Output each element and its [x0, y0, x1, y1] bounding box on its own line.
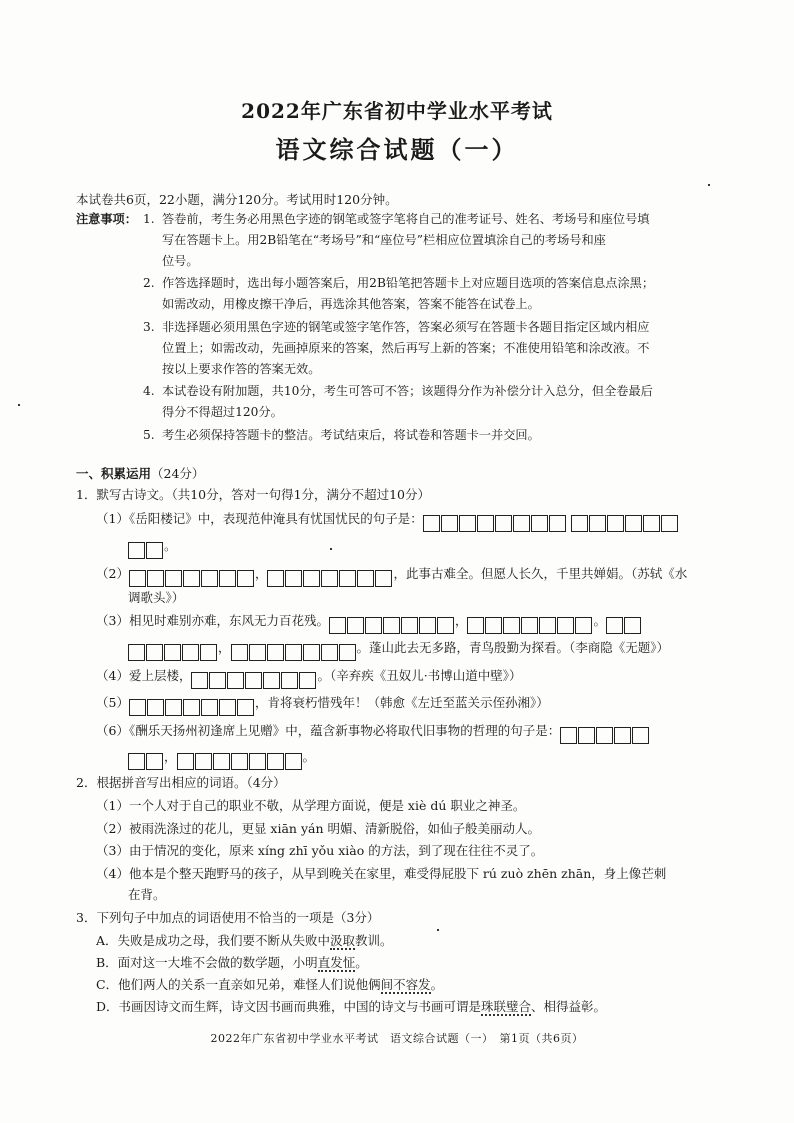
question-3-option-a[interactable] [96, 933, 393, 949]
answer-boxes[interactable] [423, 515, 679, 532]
answer-box[interactable] [357, 570, 374, 587]
question-2-item-2: （2）被雨洗涤过的花儿，更显 xiān yán 明媚、清新脱俗，如仙子般美丽动人。 [96, 821, 540, 836]
question-2-item-3: （3）由于情况的变化，原来 xíng zhī yǒu xiào 的方法，到了现在往往不灵了。 [96, 843, 544, 858]
question-3-stem: 3．下列句子中加点的词语使用不恰当的一项是（3分） [76, 910, 380, 925]
question-1-part-1-cont [128, 538, 177, 559]
notice-item-1-line-2: 写在答题卡上。用2B铅笔在“考场号”和“座位号”栏相应位置填涂自己的考场号和座 [162, 233, 606, 247]
answer-box[interactable] [281, 672, 298, 689]
answer-box[interactable] [606, 617, 623, 634]
answer-box[interactable] [267, 570, 284, 587]
answer-box[interactable] [401, 617, 418, 634]
answer-box[interactable] [495, 515, 512, 532]
answer-box[interactable] [285, 570, 302, 587]
notice-item-5-no: 5. [143, 428, 155, 442]
section-heading [76, 466, 204, 482]
answer-box[interactable] [146, 542, 163, 559]
notice-item-3-line-1: 非选择题必须用黑色字迹的钢笔或签字笔作答，答案必须写在答题卡各题目指定区域内相应 [162, 320, 650, 334]
notice-item-5-line-1: 考生必须保持答题卡的整洁。考试结束后，将试卷和答题卡一并交回。 [162, 428, 540, 442]
answer-box[interactable] [539, 617, 556, 634]
q1-p5-label: （5） [96, 695, 129, 710]
question-1-part-3 [96, 613, 642, 634]
answer-box[interactable] [249, 753, 266, 770]
page-footer: 2022年广东省初中学业水平考试 语文综合试题（一） 第1页（共6页） [210, 1032, 584, 1045]
option-a-text-end: 教训。 [355, 933, 393, 948]
answer-boxes[interactable] [191, 672, 317, 689]
answer-box[interactable] [557, 617, 574, 634]
answer-box[interactable] [177, 753, 194, 770]
question-1-part-1 [96, 511, 679, 532]
answer-box[interactable] [219, 699, 236, 716]
question-2-item-1: （1）一个人对于自己的职业不敬，从学理方面说，便是 xiè dú 职业之神圣。 [96, 798, 526, 813]
question-1-part-4 [96, 668, 521, 689]
answer-box[interactable] [129, 570, 146, 587]
answer-box[interactable] [625, 515, 642, 532]
answer-box[interactable] [437, 617, 454, 634]
answer-box[interactable] [531, 515, 548, 532]
option-d-text: D．书画因诗文而生辉，诗文因书画而典雅，中国的诗文与书画可谓是 [96, 999, 482, 1014]
q1-p4-text: （4）爱上层楼， [96, 668, 192, 683]
q1-p6-end: 。 [302, 749, 316, 764]
option-c-text-end: 。 [430, 977, 444, 992]
answer-box[interactable] [614, 727, 631, 744]
answer-boxes[interactable] [560, 727, 650, 744]
notice-item-4-line-1: 本试卷设有附加题，共10分，考生可答可不答；该题得分作为补偿分计入总分，但全卷最后 [162, 384, 653, 398]
question-1-stem: 1．默写古诗文。（共10分，答对一句得1分，满分不超过10分） [76, 487, 430, 502]
question-2-item-4: （4）他本是个整天跑野马的孩子，从早到晚关在家里，难受得屁股下 rú zuò zhēn zhān，身上像芒刺 [96, 866, 667, 881]
answer-box[interactable] [571, 515, 588, 532]
answer-box[interactable] [578, 727, 595, 744]
option-b-text: B．面对这一大堆不会做的数学题，小明 [96, 955, 318, 970]
option-d-text-end: 、相得益彰。 [531, 999, 607, 1014]
answer-box[interactable] [200, 644, 217, 661]
answer-box[interactable] [147, 699, 164, 716]
answer-box[interactable] [321, 570, 338, 587]
answer-box[interactable] [285, 753, 302, 770]
answer-box[interactable] [365, 617, 382, 634]
answer-box[interactable] [596, 727, 613, 744]
exam-title: 2022年广东省初中学业水平考试 [241, 99, 553, 123]
question-2-stem: 2．根据拼音写出相应的词语。（4分） [76, 775, 286, 790]
notice-item-2-line-1: 作答选择题时，选出每小题答案后，用2B铅笔把答题卡上对应题目选项的答案信息点涂黑； [162, 276, 655, 290]
question-1-part-6-cont [128, 749, 315, 770]
answer-box[interactable] [128, 753, 145, 770]
question-2-item-4-cont: 在背。 [128, 887, 166, 902]
answer-box[interactable] [164, 644, 181, 661]
answer-box[interactable] [303, 644, 320, 661]
answer-box[interactable] [182, 644, 199, 661]
section-heading-title: 一、积累运用 [76, 466, 152, 481]
answer-box[interactable] [249, 644, 266, 661]
answer-boxes[interactable] [606, 617, 642, 634]
answer-box[interactable] [503, 617, 520, 634]
answer-box[interactable] [263, 672, 280, 689]
q1-p3-sep2: 。 [593, 613, 606, 628]
scan-speck [330, 548, 332, 550]
question-1-part-2 [96, 566, 687, 587]
section-heading-score: （24分） [151, 466, 205, 481]
answer-box[interactable] [191, 672, 208, 689]
q1-p2-cont: 调歌头》） [128, 590, 185, 605]
answer-box[interactable] [183, 699, 200, 716]
q1-p2-text: ，此事古难全。但愿人长久，千里共婵娟。（苏轼《水 [393, 566, 688, 581]
answer-box[interactable] [146, 753, 163, 770]
answer-box[interactable] [183, 570, 200, 587]
answer-box[interactable] [128, 644, 145, 661]
answer-box[interactable] [643, 515, 660, 532]
q1-p3-text: （3）相见时难别亦难，东风无力百花残。 [96, 613, 329, 628]
option-a-text: A．失败是成功之母，我们要不断从失败中 [96, 933, 331, 948]
q1-p6-comma: ， [164, 749, 177, 764]
option-d-dotted-word: 珠联璧合 [481, 999, 532, 1014]
answer-box[interactable] [165, 699, 182, 716]
answer-box[interactable] [477, 515, 494, 532]
answer-box[interactable] [213, 753, 230, 770]
answer-box[interactable] [201, 570, 218, 587]
option-b-text-end: 。 [355, 955, 368, 970]
notice-item-2-line-2: 如需改动，用橡皮擦干净后，再选涂其他答案，答案不能答在试卷上。 [162, 297, 540, 311]
question-1-part-5 [96, 695, 549, 716]
answer-box[interactable] [624, 617, 641, 634]
q1-p1-text: （1）《岳阳楼记》中，表现范仲淹具有忧国忧民的句子是： [96, 511, 423, 526]
answer-box[interactable] [441, 515, 458, 532]
q1-p4-source: 。（辛弃疾《丑奴儿·书博山道中壁》） [317, 668, 522, 683]
q1-p2-comma: ， [254, 566, 268, 581]
option-b-dotted-word: 直发怔 [317, 955, 356, 970]
scan-speck [18, 404, 20, 406]
answer-boxes[interactable] [231, 644, 357, 661]
answer-box[interactable] [560, 727, 577, 744]
answer-boxes[interactable] [129, 570, 255, 587]
answer-box[interactable] [661, 515, 678, 532]
q1-p3-text-2: 。蓬山此去无多路，青鸟殷勤为探看。（李商隐《无题》） [356, 640, 670, 655]
answer-box[interactable] [237, 570, 254, 587]
scan-speck [708, 184, 710, 186]
answer-box[interactable] [329, 617, 346, 634]
answer-box[interactable] [321, 644, 338, 661]
answer-box[interactable] [129, 699, 146, 716]
answer-box[interactable] [237, 699, 254, 716]
answer-box[interactable] [375, 570, 392, 587]
question-3-option-b[interactable] [96, 955, 368, 971]
notice-label: 注意事项： [76, 212, 137, 226]
notice-item-1-no: 1. [143, 212, 155, 226]
answer-box[interactable] [128, 542, 145, 559]
answer-box[interactable] [245, 672, 262, 689]
answer-box[interactable] [419, 617, 436, 634]
answer-box[interactable] [147, 570, 164, 587]
q1-p1-end: 。 [164, 538, 177, 553]
q1-p3-sep3: ， [218, 640, 231, 655]
answer-boxes[interactable] [128, 644, 218, 661]
answer-box[interactable] [549, 515, 566, 532]
notice-item-1-line-3: 位号。 [162, 254, 199, 268]
question-1-part-3-cont [128, 640, 669, 661]
answer-box[interactable] [231, 644, 248, 661]
answer-box[interactable] [209, 672, 226, 689]
exam-subtitle: 语文综合试题（一） [275, 135, 519, 164]
question-1-part-6 [96, 723, 650, 744]
answer-box[interactable] [231, 753, 248, 770]
notice-item-2-no: 2. [143, 276, 155, 290]
option-c-dotted-word: 间不容发 [380, 977, 431, 992]
answer-box[interactable] [383, 617, 400, 634]
answer-box[interactable] [485, 617, 502, 634]
answer-box[interactable] [607, 515, 624, 532]
q1-p3-sep1: ， [454, 613, 468, 628]
question-3-option-d[interactable] [96, 999, 606, 1015]
answer-box[interactable] [575, 617, 592, 634]
answer-box[interactable] [146, 644, 163, 661]
answer-box[interactable] [632, 727, 649, 744]
q1-p2-label: （2） [96, 566, 129, 581]
answer-box[interactable] [339, 570, 356, 587]
scan-speck [437, 929, 439, 931]
q1-p6-text: （6）《酬乐天扬州初逢席上见赠》中，蕴含新事物必将取代旧事物的哲理的句子是： [96, 723, 561, 738]
answer-box[interactable] [459, 515, 476, 532]
intro-text: 本试卷共6页，22小题，满分120分。考试用时120分钟。 [76, 192, 398, 207]
notice-item-4-line-2: 得分不得超过120分。 [162, 405, 283, 419]
answer-box[interactable] [467, 617, 484, 634]
answer-boxes[interactable] [128, 753, 164, 770]
answer-boxes[interactable] [267, 570, 393, 587]
answer-box[interactable] [165, 570, 182, 587]
answer-box[interactable] [219, 570, 236, 587]
answer-boxes[interactable] [128, 542, 164, 559]
answer-boxes[interactable] [467, 617, 593, 634]
answer-box[interactable] [267, 753, 284, 770]
notice-item-1-line-1: 答卷前，考生务必用黑色字迹的钢笔或签字笔将自己的准考证号、姓名、考场号和座位号填 [162, 212, 650, 226]
answer-box[interactable] [589, 515, 606, 532]
answer-box[interactable] [285, 644, 302, 661]
option-a-dotted-word: 汲取 [330, 933, 356, 948]
answer-box[interactable] [201, 699, 218, 716]
answer-box[interactable] [339, 644, 356, 661]
answer-box[interactable] [227, 672, 244, 689]
answer-box[interactable] [521, 617, 538, 634]
answer-box[interactable] [267, 644, 284, 661]
notice-item-3-line-3: 按以上要求作答的答案无效。 [162, 362, 321, 376]
notice-item-3-line-2: 位置上；如需改动，先画掉原来的答案，然后再写上新的答案；不准使用铅笔和涂改液。不 [162, 341, 650, 355]
answer-boxes[interactable] [177, 753, 303, 770]
answer-box[interactable] [299, 672, 316, 689]
answer-boxes[interactable] [129, 699, 255, 716]
answer-box[interactable] [513, 515, 530, 532]
q1-p5-text: ，肯将衰朽惜残年！（韩愈《左迁至蓝关示侄孙湘》） [254, 695, 549, 710]
option-c-text: C．他们两人的关系一直亲如兄弟，难怪人们说他俩 [96, 977, 381, 992]
notice-item-4-no: 4. [143, 384, 155, 398]
question-3-option-c[interactable] [96, 977, 443, 993]
answer-boxes[interactable] [329, 617, 455, 634]
answer-box[interactable] [347, 617, 364, 634]
answer-box[interactable] [195, 753, 212, 770]
answer-box[interactable] [303, 570, 320, 587]
notice-item-3-no: 3. [143, 320, 155, 334]
answer-box[interactable] [423, 515, 440, 532]
